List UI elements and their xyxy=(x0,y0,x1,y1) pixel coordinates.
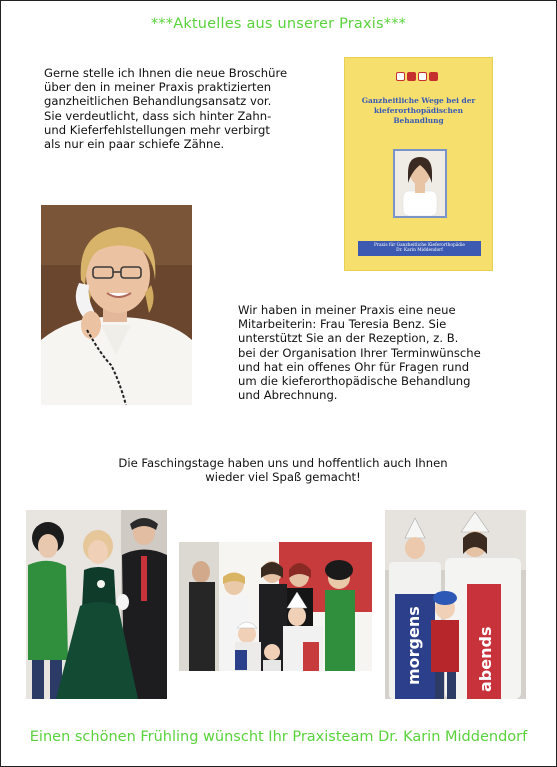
carnival-text xyxy=(60,456,506,484)
text-line: und Abrechnung. xyxy=(238,388,338,403)
brochure-title-line: Ganzheitliche Wege bei der xyxy=(361,96,476,105)
brochure-portrait xyxy=(393,149,447,218)
costume-left-label: morgens xyxy=(404,606,423,685)
text-line: als nur ein paar schiefe Zähne. xyxy=(44,137,225,152)
tooth-icon xyxy=(407,72,416,81)
text-line: um die kieferorthopädische Behandlung xyxy=(238,374,471,389)
text-line: Wir haben in meiner Praxis eine neue xyxy=(238,303,456,317)
text-line: ganzheitlichen Behandlungsansatz vor. xyxy=(44,94,272,109)
page-footer-greeting: Einen schönen Frühling wünscht Ihr Praxisteam Dr. Karin Middendorf xyxy=(29,729,528,745)
text-line: über den in meiner Praxis praktizierten xyxy=(44,80,272,95)
text-line: Gerne stelle ich Ihnen die neue Broschüre xyxy=(44,66,288,80)
carnival-photo-costumes xyxy=(26,510,167,699)
band-line: Praxis für Ganzheitliche Kieferorthopädie xyxy=(374,242,465,248)
band-line: Dr. Karin Middendorf xyxy=(396,248,443,253)
text-line: Mitarbeiterin: Frau Teresia Benz. Sie xyxy=(238,317,447,332)
tooth-icon xyxy=(418,72,427,81)
new-staff-text xyxy=(238,303,508,402)
text-line: Die Faschingstage haben uns und hoffentlich auch Ihnen xyxy=(118,456,448,470)
brochure-title xyxy=(352,96,485,126)
brochure-cover-image xyxy=(344,57,493,271)
staff-phone-photo xyxy=(41,205,192,405)
carnival-photo-group xyxy=(179,542,372,671)
text-line: unterstützt Sie an der Rezeption, z. B. xyxy=(238,331,459,346)
brochure-practice-band xyxy=(358,241,481,256)
text-line: wieder viel Spaß gemacht! xyxy=(205,470,361,485)
tooth-icon xyxy=(396,72,405,81)
costume-right-label: abends xyxy=(476,626,495,692)
text-line: und hat ein offenes Ohr für Fragen rund xyxy=(238,359,470,374)
text-line: und Kieferfehlstellungen mehr verbirgt xyxy=(44,122,270,137)
brochure-intro-text xyxy=(44,66,314,151)
page-headline: ***Aktuelles aus unserer Praxis*** xyxy=(150,16,407,32)
tooth-icon xyxy=(429,72,438,81)
text-line: bei der Organisation Ihrer Terminwünsche xyxy=(238,345,481,360)
carnival-photo-toothpaste xyxy=(385,510,526,699)
text-line: Sie verdeutlicht, dass sich hinter Zahn- xyxy=(44,108,272,123)
brochure-title-line: kieferorthopädischen Behandlung xyxy=(374,106,463,125)
tooth-icons xyxy=(396,72,438,81)
